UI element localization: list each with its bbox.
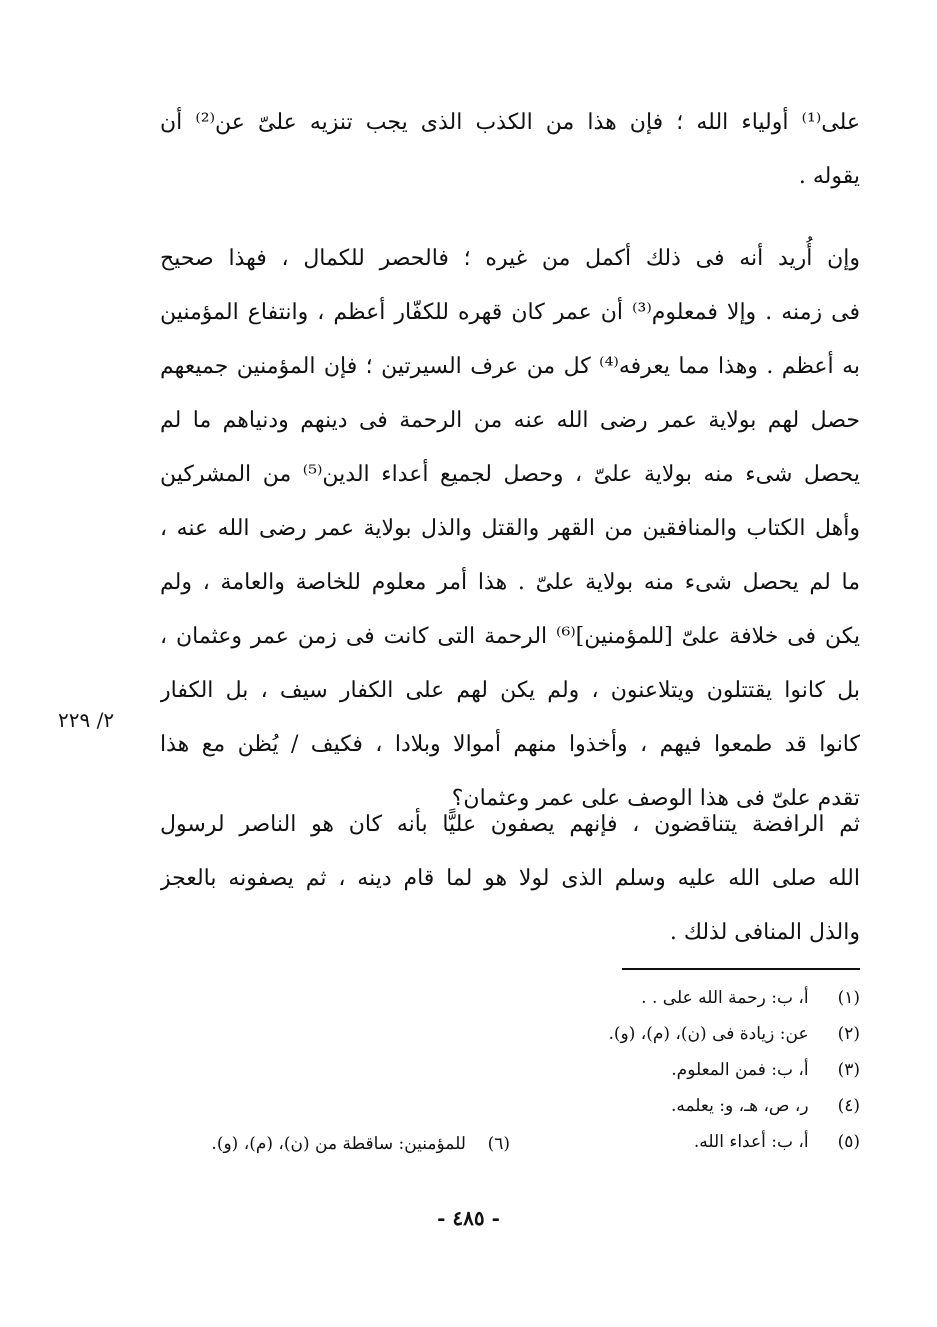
footnote-text: أ، ب: رحمة الله على . . (641, 988, 809, 1008)
text-line: على⁽¹⁾ أولياء الله ؛ فإن هذا من الكذب الذى يجب تنزيه علىّ عن⁽²⁾ أن (160, 110, 860, 135)
footnote-number: (١) (837, 988, 860, 1008)
text-line: يقوله . (798, 164, 860, 189)
footnote-number: (٤) (837, 1096, 860, 1116)
footnote-number: (٥) (837, 1132, 860, 1152)
footnote (160, 1016, 860, 1052)
text-line: ثم الرافضة يتناقضون ، فإنهم يصفون عليًّا بأنه كان هو الناصر لرسول (160, 812, 860, 837)
text-line: يكن فى خلافة علىّ [للمؤمنين]⁽⁶⁾ الرحمة التى كانت فى زمن عمر وعثمان ، (160, 624, 860, 649)
text-line: وأهل الكتاب والمنافقين من القهر والقتل والذل بولاية عمر رضى الله عنه ، (160, 516, 860, 541)
footnote-text: ر، ص، هـ، و: يعلمه. (670, 1096, 809, 1116)
footnote-text: أ، ب: فمن المعلوم. (671, 1060, 809, 1080)
margin-page-reference: ٢/ ٢٢٩ (58, 708, 115, 732)
text-line: تقدم علىّ فى هذا الوصف على عمر وعثمان؟ (451, 786, 860, 811)
text-line: الله صلى الله عليه وسلم الذى لولا هو لما قام دينه ، ثم يصفونه بالعجز (160, 866, 860, 891)
footnote-text: للمؤمنين: ساقطة من (ن)، (م)، (و). (211, 1134, 466, 1154)
footnote-6 (150, 1126, 510, 1162)
footnote (160, 1088, 860, 1124)
text-line: بل كانوا يقتتلون ويتلاعنون ، ولم يكن لهم على الكفار سيف ، بل الكفار (160, 678, 860, 703)
paragraph-3 (160, 798, 860, 960)
footnote-number: (٢) (837, 1024, 860, 1044)
page-number: - ٤٨٥ - (437, 1206, 500, 1230)
text-line: فى زمنه . وإلا فمعلوم⁽³⁾ أن عمر كان قهره للكفّار أعظم ، وانتفاع المؤمنين (160, 300, 860, 325)
text-line: والذل المنافى لذلك . (669, 920, 860, 945)
text-line: حصل لهم بولاية عمر رضى الله عنه من الرحمة فى دينهم ودنياهم ما لم (160, 408, 860, 433)
text-line: وإن أُريد أنه فى ذلك أكمل من غيره ؛ فالحصر للكمال ، فهذا صحيح (160, 246, 860, 271)
footnote-text: أ، ب: أعداء الله. (693, 1132, 809, 1152)
footnote (160, 980, 860, 1016)
text-line: كانوا قد طمعوا فيهم ، وأخذوا منهم أموالا وبلادا ، فكيف / يُظن مع هذا (160, 732, 860, 757)
footnote-text: عن: زيادة فى (ن)، (م)، (و). (608, 1024, 809, 1044)
text-line: ما لم يحصل شىء منه بولاية علىّ . هذا أمر معلوم للخاصة والعامة ، ولم (160, 570, 860, 595)
paragraph-1 (160, 96, 860, 204)
text-line: به أعظم . وهذا مما يعرفه⁽⁴⁾ كل من عرف السيرتين ؛ فإن المؤمنين جميعهم (160, 354, 860, 379)
footnote-number: (٦) (487, 1134, 510, 1154)
footnote (160, 1052, 860, 1088)
footnote-divider (622, 968, 860, 970)
footnote-number: (٣) (837, 1060, 860, 1080)
paragraph-2 (160, 232, 860, 826)
text-line: يحصل شىء منه بولاية علىّ ، وحصل لجميع أعداء الدين⁽⁵⁾ من المشركين (160, 462, 860, 487)
